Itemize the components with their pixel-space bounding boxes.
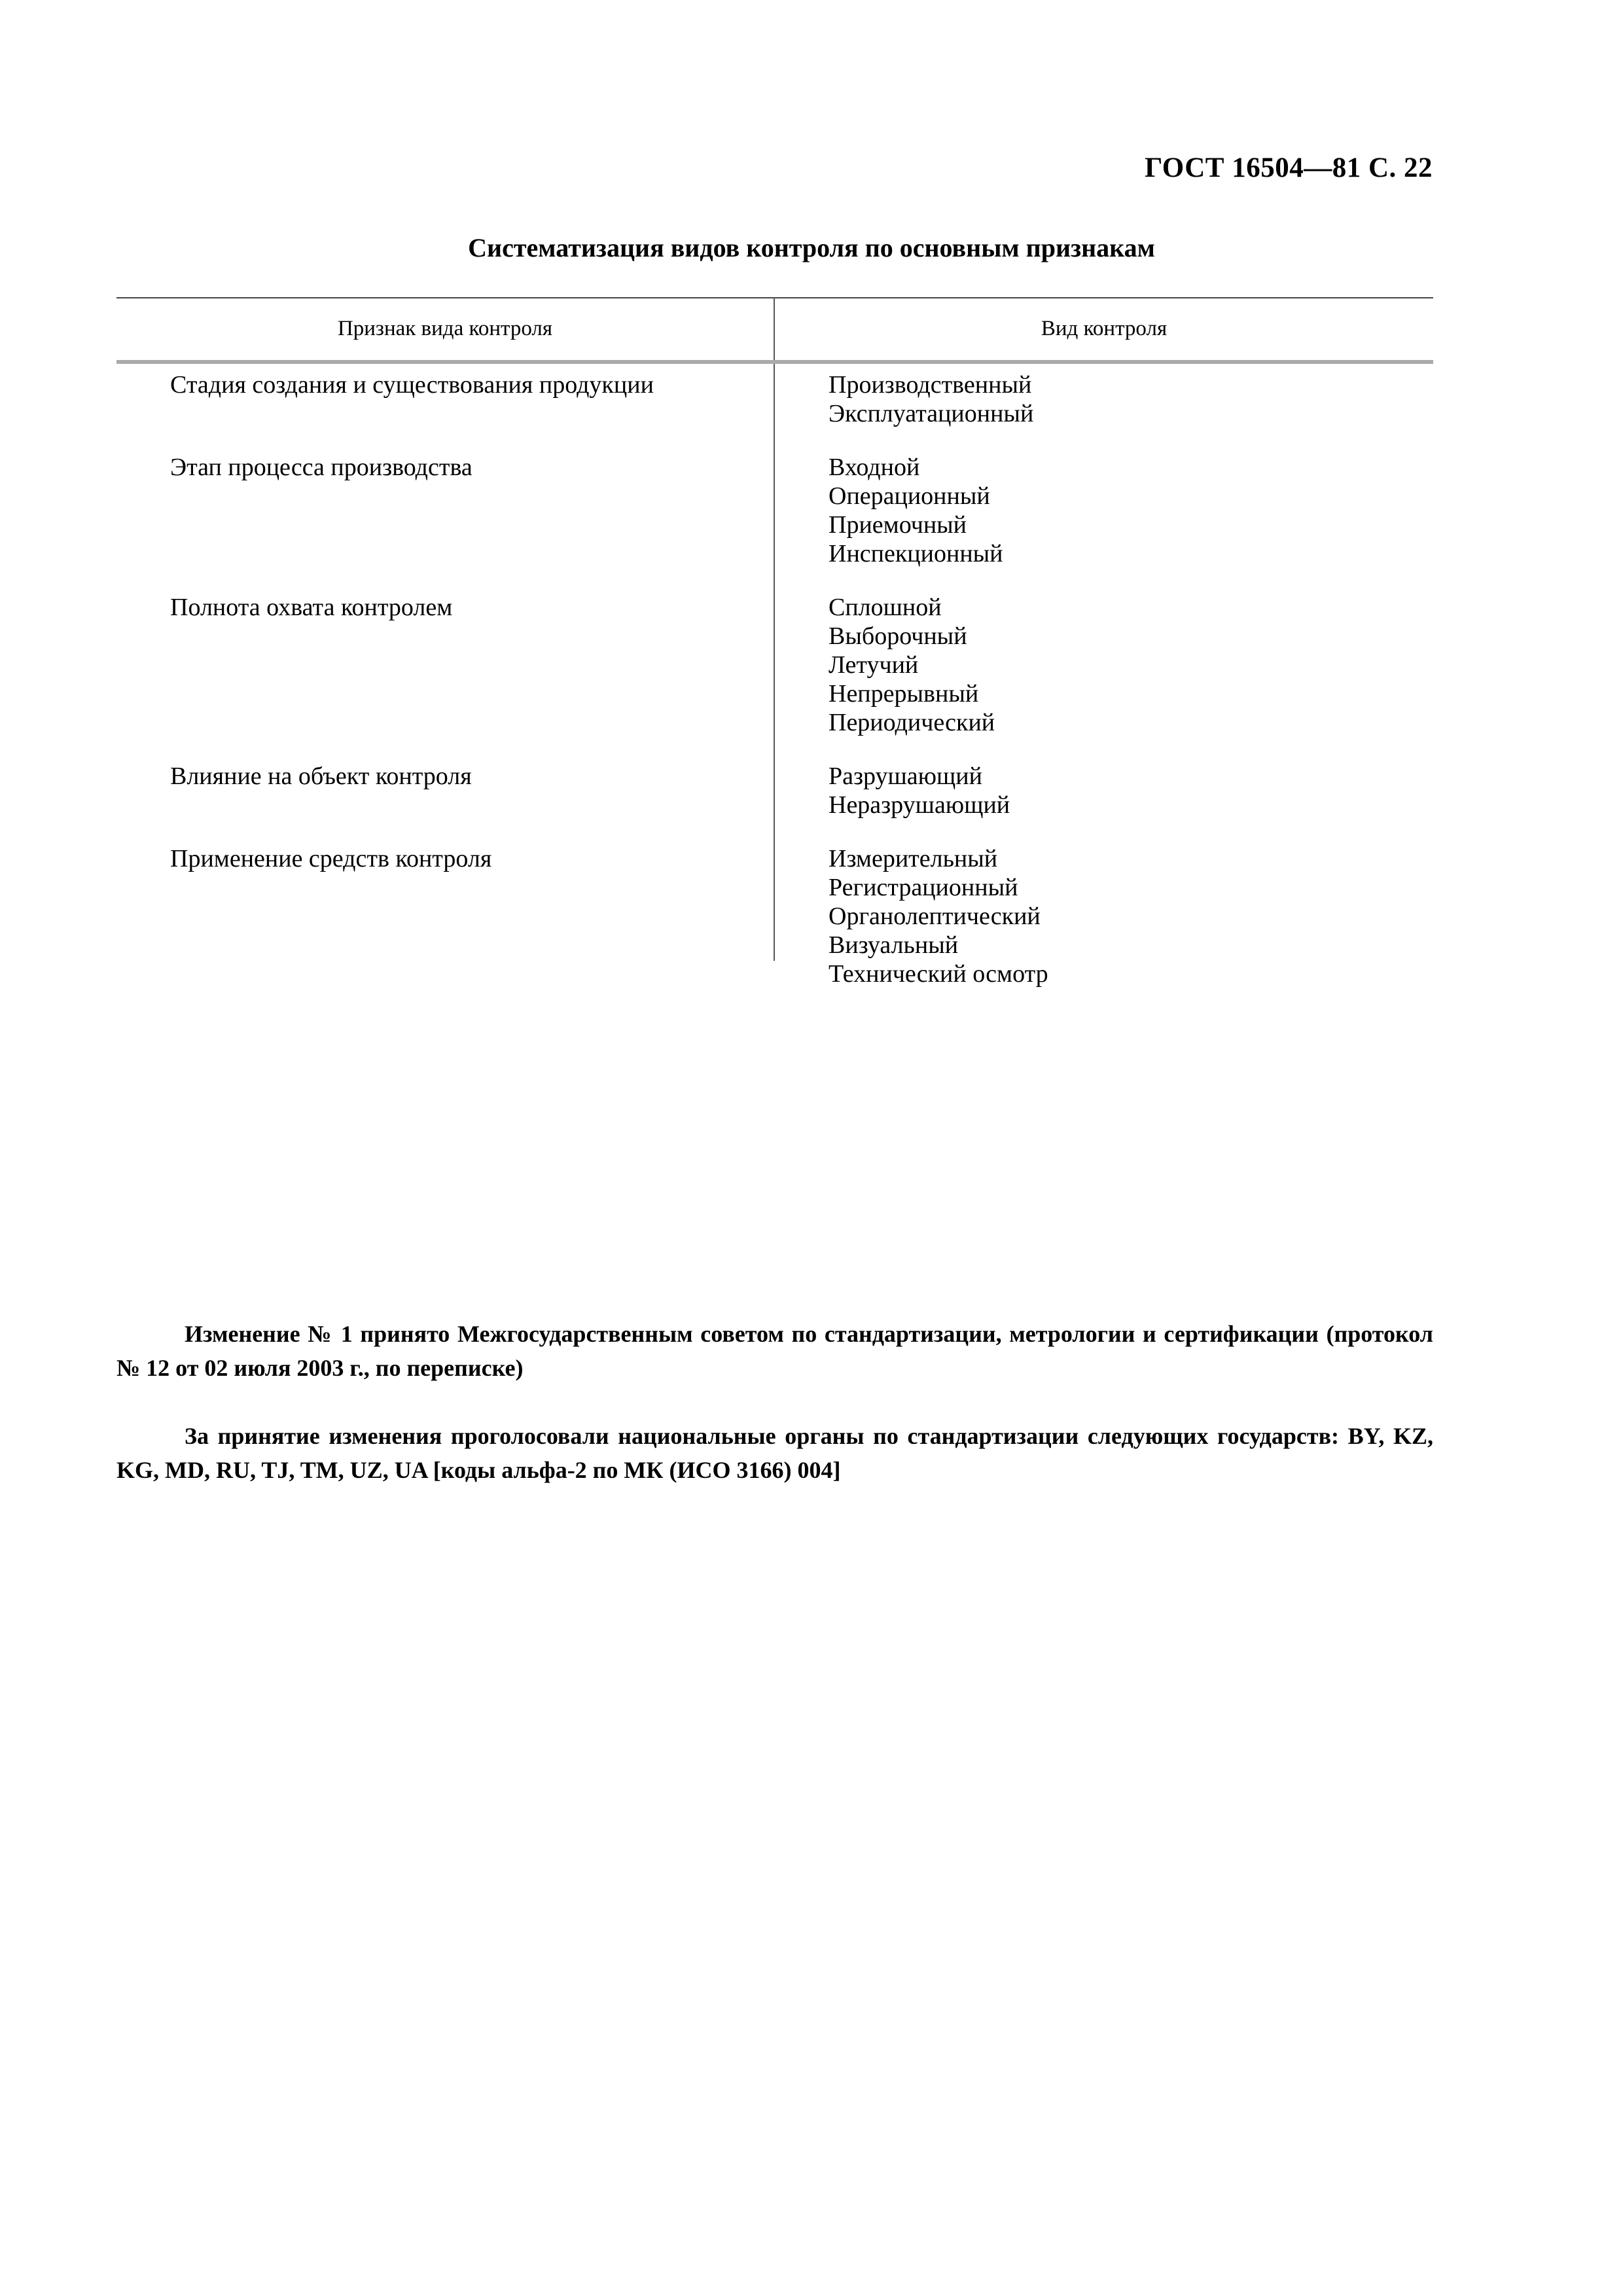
table-row (116, 370, 1433, 428)
kind-item: Периодический (829, 709, 995, 736)
page-header: ГОСТ 16504—81 С. 22 (1144, 152, 1433, 183)
kind-item: Эксплуатационный (829, 400, 1034, 427)
column-header-kind: Вид контроля (1041, 317, 1168, 340)
kind-item: Приемочный (829, 511, 967, 539)
kind-item: Органолептический (829, 903, 1041, 930)
kind-item: Выборочный (829, 622, 967, 650)
table-row (116, 844, 1433, 988)
attribute-cell: Этап процесса производства (170, 454, 473, 481)
table-row (116, 593, 1433, 737)
kind-item: Разрушающий (829, 762, 982, 790)
attribute-cell: Полнота охвата контролем (170, 594, 453, 621)
kinds-cell (774, 453, 1432, 568)
attribute-cell: Применение средств контроля (170, 845, 492, 872)
kind-item: Сплошной (829, 594, 942, 621)
voting-note: За принятие изменения проголосовали национальные органы по стандартизации следующих государств: BY, KZ, KG, MD, RU, TJ, TM, UZ, UA [коды альфа-2 по МК (ИСО 3166) 004] (116, 1423, 1433, 1483)
table-body (116, 370, 1433, 1013)
kinds-cell (774, 762, 1432, 819)
kind-item: Операционный (829, 482, 990, 510)
attribute-cell: Влияние на объект контроля (170, 762, 472, 790)
amendment-note: Изменение № 1 принято Межгосударственным советом по стандартизации, метрологии и сертификации (протокол № 12 от 02 июля 2003 г., по переписке) (116, 1321, 1433, 1381)
table-top-rule (116, 297, 1433, 298)
kind-item: Регистрационный (829, 874, 1018, 901)
kind-item: Инспекционный (829, 540, 1003, 567)
kinds-cell (774, 593, 1432, 737)
kind-item: Производственный (829, 371, 1032, 399)
kind-item: Непрерывный (829, 680, 979, 708)
kinds-cell (774, 844, 1432, 988)
kind-item: Летучий (829, 651, 919, 679)
kind-item: Технический осмотр (829, 960, 1048, 988)
table-title: Систематизация видов контроля по основным признакам (468, 233, 1155, 262)
column-header-attribute: Признак вида контроля (337, 317, 553, 340)
kind-item: Визуальный (829, 931, 959, 959)
kind-item: Неразрушающий (829, 791, 1010, 819)
header-rule (116, 360, 1433, 364)
kinds-cell (774, 370, 1432, 428)
table-row (116, 453, 1433, 568)
attribute-cell: Стадия создания и существования продукции (170, 371, 654, 399)
table-row (116, 762, 1433, 819)
kind-item: Входной (829, 454, 920, 481)
kind-item: Измерительный (829, 845, 998, 872)
amendment-notes (116, 1317, 1433, 1521)
